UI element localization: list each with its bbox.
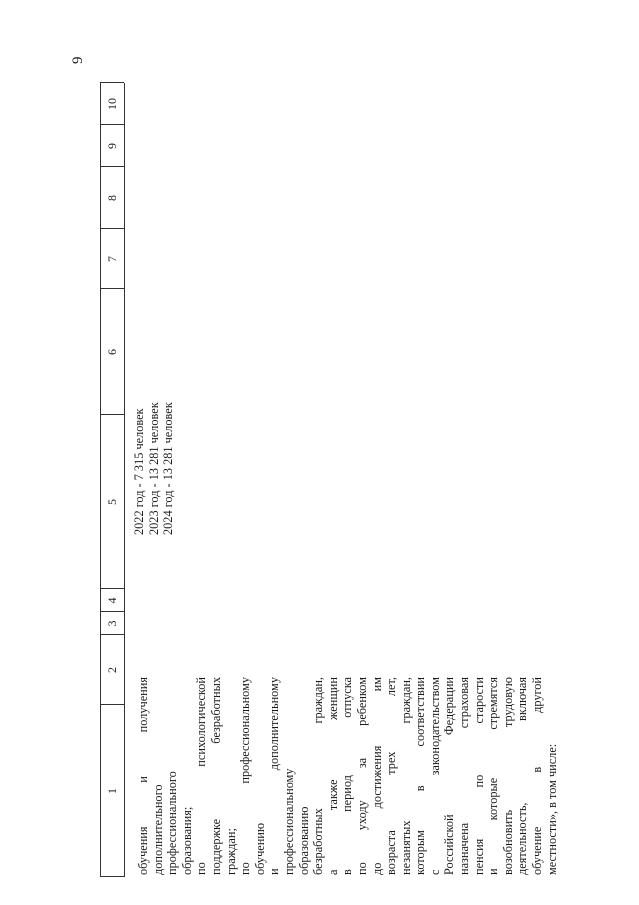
text-line	[194, 677, 209, 875]
text-line	[486, 677, 501, 875]
text-word: которые	[486, 777, 501, 821]
text-word: профессиональному	[238, 677, 253, 784]
text-line	[326, 677, 341, 875]
text-line	[530, 677, 545, 875]
text-word: трудовую	[500, 677, 515, 728]
column-number: 2	[105, 667, 119, 673]
text-word: по	[238, 862, 253, 875]
text-word: в	[530, 766, 545, 773]
column-number: 9	[105, 143, 119, 149]
text-word: трех	[384, 751, 399, 775]
text-line	[340, 677, 355, 875]
text-word: также	[325, 779, 340, 811]
text-word: соответствии	[413, 677, 428, 747]
text-line	[384, 677, 399, 875]
text-word: законодательством	[427, 677, 442, 776]
text-word: и	[267, 868, 282, 875]
text-word: отпуска	[340, 677, 355, 718]
text-line	[370, 677, 385, 875]
column-5-text	[132, 295, 176, 535]
text-word: за	[354, 757, 369, 769]
text-line	[165, 677, 180, 875]
column-number: 8	[105, 195, 119, 201]
text-word: профессионального	[165, 771, 180, 875]
text-word: дополнительного	[150, 784, 165, 875]
text-line	[297, 677, 312, 875]
text-word: стремятся	[486, 677, 501, 730]
text-line	[472, 677, 487, 875]
header-bottom-border	[124, 83, 125, 877]
text-word: дополнительному	[267, 677, 282, 771]
text-word: Федерации	[442, 677, 457, 736]
text-word: в	[413, 785, 428, 792]
text-word: ребенком	[354, 677, 369, 726]
text-word: в	[340, 869, 355, 875]
text-word: период	[340, 775, 355, 812]
column-number: 10	[105, 98, 119, 110]
column-number: 5	[105, 499, 119, 505]
column-1-text	[136, 677, 559, 875]
text-line	[515, 677, 530, 875]
text-line	[311, 677, 326, 875]
text-word: незанятых	[398, 820, 413, 875]
text-word: включая	[515, 677, 530, 721]
text-word: граждан,	[311, 677, 326, 724]
text-word: и	[486, 868, 501, 875]
text-word: с	[427, 869, 442, 875]
text-word: психологической	[194, 677, 209, 767]
text-word: граждан;	[223, 828, 238, 875]
text-line	[151, 677, 166, 875]
text-word: возраста	[384, 830, 399, 875]
text-word: пенсия	[471, 838, 486, 875]
text-line	[267, 677, 282, 875]
text-word: безработных	[311, 808, 326, 875]
text-word: деятельность,	[515, 802, 530, 875]
text-line	[501, 677, 516, 875]
column-number: 1	[105, 788, 119, 794]
text-line	[180, 677, 195, 875]
plan-year-line: 2023 год - 13 281 человек	[146, 402, 161, 535]
text-line	[224, 677, 239, 875]
text-word: назначена	[457, 822, 472, 875]
text-line	[209, 677, 224, 875]
text-line	[253, 677, 268, 875]
text-word: уходу	[354, 800, 369, 831]
plan-year-line: 2024 год - 13 281 человек	[161, 402, 176, 535]
text-word: образованию	[296, 806, 311, 875]
text-line	[238, 677, 253, 875]
text-word: по	[354, 862, 369, 875]
text-word: по	[471, 774, 486, 788]
text-line	[413, 677, 428, 875]
column-number: 4	[105, 597, 119, 604]
text-line	[428, 677, 443, 875]
text-line	[282, 677, 297, 875]
text-word: до	[369, 862, 384, 875]
text-word: обучению	[252, 822, 267, 875]
text-word: возобновить	[500, 809, 515, 875]
text-word: местности», в том числе:	[544, 743, 559, 875]
column-number: 3	[105, 620, 119, 627]
text-line	[457, 677, 472, 875]
text-line	[355, 677, 370, 875]
text-word: получения	[136, 677, 150, 733]
page-number: 9	[70, 56, 86, 64]
text-word: граждан,	[398, 677, 413, 724]
text-word: старости	[471, 677, 486, 724]
text-word: безработных	[208, 677, 223, 744]
text-word: а	[325, 869, 340, 875]
text-line	[442, 677, 457, 875]
text-word: им	[369, 677, 384, 692]
text-word: и	[136, 776, 150, 783]
text-word: которым	[413, 830, 428, 875]
text-word: страховая	[457, 677, 472, 729]
text-word: достижения	[369, 745, 384, 809]
text-word: другой	[530, 677, 545, 713]
plan-year-line: 2022 год - 7 315 человек	[132, 408, 146, 535]
text-word: поддержке	[208, 818, 223, 875]
text-line	[545, 677, 560, 875]
text-word: лет,	[384, 677, 399, 697]
text-word: обучение	[530, 826, 545, 875]
text-word: профессиональному	[281, 768, 296, 875]
text-word: обучения	[136, 826, 150, 875]
text-word: женщин	[325, 677, 340, 721]
text-line	[136, 677, 151, 875]
text-word: Российской	[442, 814, 457, 875]
column-number: 7	[105, 256, 119, 262]
text-line	[399, 677, 414, 875]
text-word: по	[194, 862, 209, 875]
text-word: образования;	[179, 806, 194, 875]
column-number: 6	[105, 349, 119, 355]
